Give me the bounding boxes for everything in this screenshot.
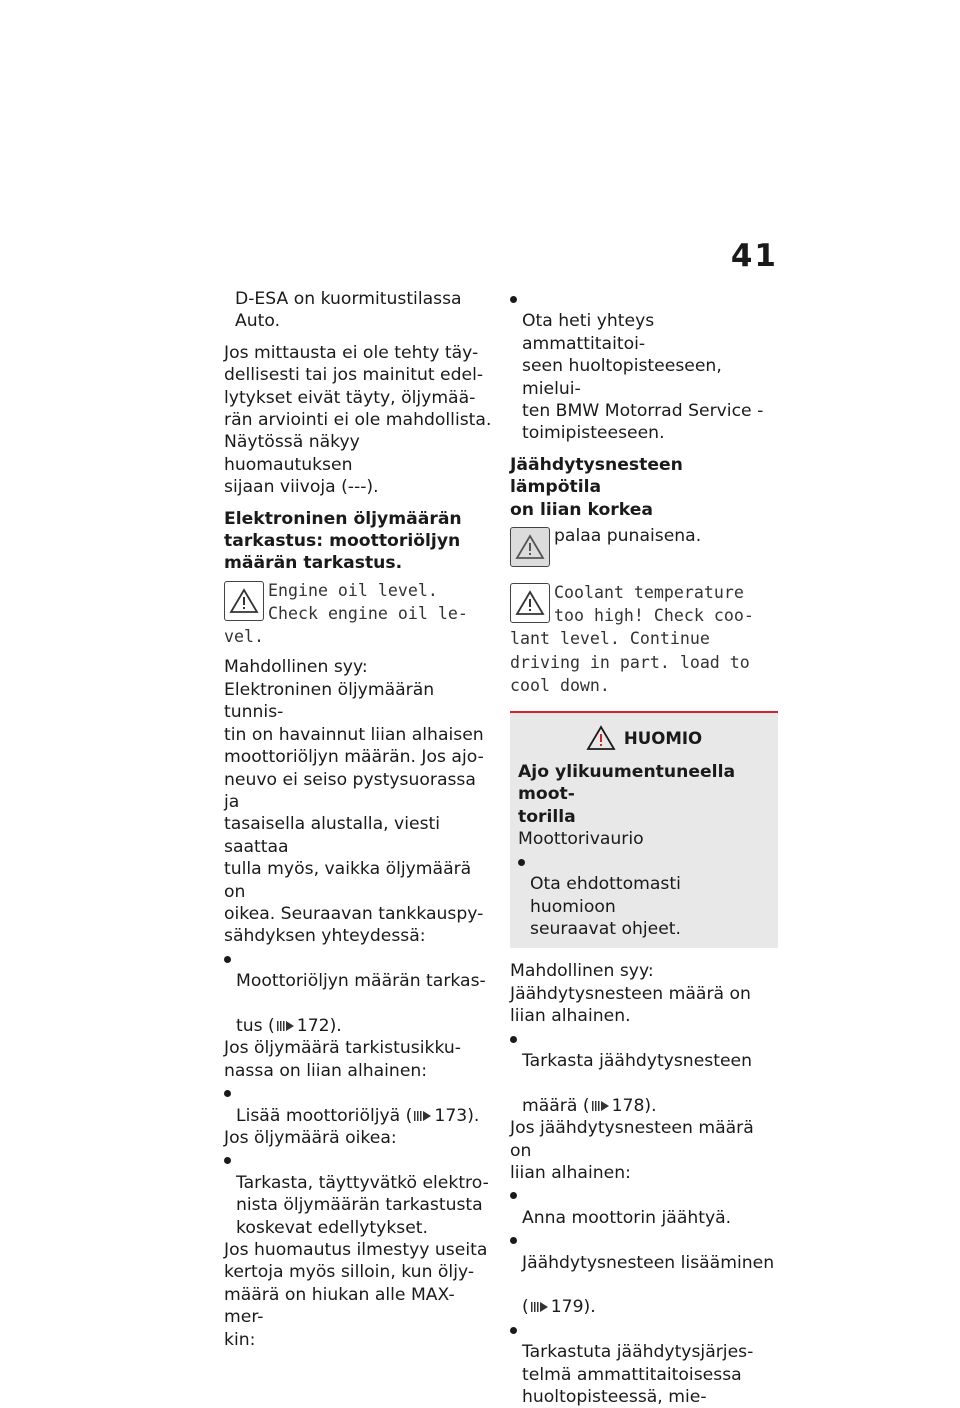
- list-item: [510, 1184, 778, 1229]
- list-item: [518, 851, 770, 941]
- measurement-note: Jos mittausta ei ole tehty täy- dellisesti tai jos mainitut edel- lytykset eivät täyty, öljymää- rän arviointi ei ole mahdollista. Näytössä näkyy huomautuksen sijaan viivoja (---).: [224, 342, 492, 498]
- cause-label: Mahdollinen syy:: [510, 961, 654, 982]
- notice-title: Ajo ylikuumentuneella moot- torilla: [518, 762, 736, 827]
- list-item-text: Jäähdytysnesteen lisääminen: [522, 1252, 775, 1273]
- reference-arrow-icon: [531, 1297, 549, 1309]
- list-item: [510, 1028, 778, 1118]
- condition-text: Jos öljymäärä tarkistusikku- nassa on liian alhainen:: [224, 1038, 461, 1081]
- right-column: [510, 288, 778, 1408]
- list-item-text: Tarkasta jäähdytysnesteen: [522, 1050, 753, 1071]
- list-item: [510, 1319, 778, 1408]
- warning-triangle-icon: [224, 581, 264, 621]
- warning-text-oil-cont: vel.: [224, 627, 264, 647]
- warning-triangle-icon: [510, 527, 550, 567]
- list-item-text: määrä (: [522, 1095, 590, 1116]
- left-column: [224, 288, 492, 1351]
- notice-box: [510, 711, 778, 948]
- reference-arrow-icon: [414, 1106, 432, 1118]
- notice-label: HUOMIO: [623, 728, 703, 748]
- page-reference[interactable]: 172).: [296, 1015, 342, 1036]
- list-item: [510, 288, 778, 445]
- list-item-text: (: [522, 1297, 529, 1318]
- list-item: [224, 948, 492, 1038]
- warning-lamp-coolant: [510, 525, 778, 567]
- condition-text: Jos jäähdytysnesteen määrä on liian alhainen:: [510, 1118, 754, 1183]
- cause-text: Jäähdytysnesteen määrä on liian alhainen.: [510, 983, 751, 1027]
- notice-header: [518, 725, 770, 751]
- reference-arrow-icon: [592, 1096, 610, 1108]
- list-item-text: Ota ehdottomasti huomioon seuraavat ohjeet.: [530, 874, 681, 939]
- list-item-text: Ota heti yhteys ammattitaitoi- seen huoltopisteeseen, mielui- ten BMW Motorrad Service - toimipisteeseen.: [522, 311, 764, 444]
- warning-triangle-icon: [586, 725, 616, 751]
- cause-text: Elektroninen öljymäärän tunnis- tin on havainnut liian alhaisen moottoriöljyn määrän. Jos ajo- neuvo ei seiso pystysuorassa ja tasaisella alustalla, viesti saattaa tulla myös, vaikka öljymäärä on oikea. Seuraavan tankkauspy- sähdyksen yhteydessä:: [224, 679, 484, 947]
- warning-text-coolant-cont: lant level. Continue driving in part. load to cool down.: [510, 629, 750, 695]
- desa-status-text: D-ESA on kuormitustilassa Auto.: [235, 289, 462, 332]
- section-heading-coolant: Jäähdytysnesteen lämpötila on liian korkea: [510, 454, 683, 520]
- warning-text-coolant: Coolant temperature too high! Check coo-: [554, 583, 754, 626]
- condition-text: Jos öljymäärä oikea:: [224, 1128, 397, 1149]
- list-item: [224, 1082, 492, 1127]
- list-item: [510, 1229, 778, 1319]
- page-reference[interactable]: 179).: [550, 1297, 596, 1318]
- warning-message-oil: [224, 579, 492, 649]
- list-item: [224, 1149, 492, 1239]
- lamp-status-text: palaa punaisena.: [554, 526, 702, 547]
- list-item-text: Anna moottorin jäähtyä.: [522, 1207, 732, 1228]
- condition-text: Jos huomautus ilmestyy useita kertoja myös silloin, kun öljy- määrä on hiukan alle MAX-mer- kin:: [224, 1240, 488, 1350]
- warning-text-oil: Engine oil level. Check engine oil le-: [268, 580, 468, 624]
- list-item-text: Lisää moottoriöljyä (: [236, 1105, 413, 1126]
- section-heading-oil-level: Elektroninen öljymäärän tarkastus: moottoriöljyn määrän tarkastus.: [224, 508, 462, 574]
- cause-label: Mahdollinen syy:: [224, 657, 368, 678]
- reference-arrow-icon: [277, 1016, 295, 1028]
- list-item-text: Tarkasta, täyttyvätkö elektro- nista öljymäärän tarkastusta koskevat edellytykset.: [236, 1172, 489, 1238]
- notice-subtitle: Moottorivaurio: [518, 829, 644, 850]
- warning-triangle-icon: [510, 583, 550, 623]
- page-number: 41: [730, 238, 778, 274]
- page-reference[interactable]: 173).: [434, 1105, 480, 1126]
- warning-message-coolant: [510, 581, 778, 697]
- page-reference[interactable]: 178).: [611, 1095, 657, 1116]
- list-item-text: tus (: [236, 1015, 275, 1036]
- list-item-text: Tarkastuta jäähdytysjärjes- telmä ammattitaitoisessa huoltopisteessä, mie-: [522, 1342, 754, 1408]
- list-item-text: Moottoriöljyn määrän tarkas-: [236, 971, 486, 992]
